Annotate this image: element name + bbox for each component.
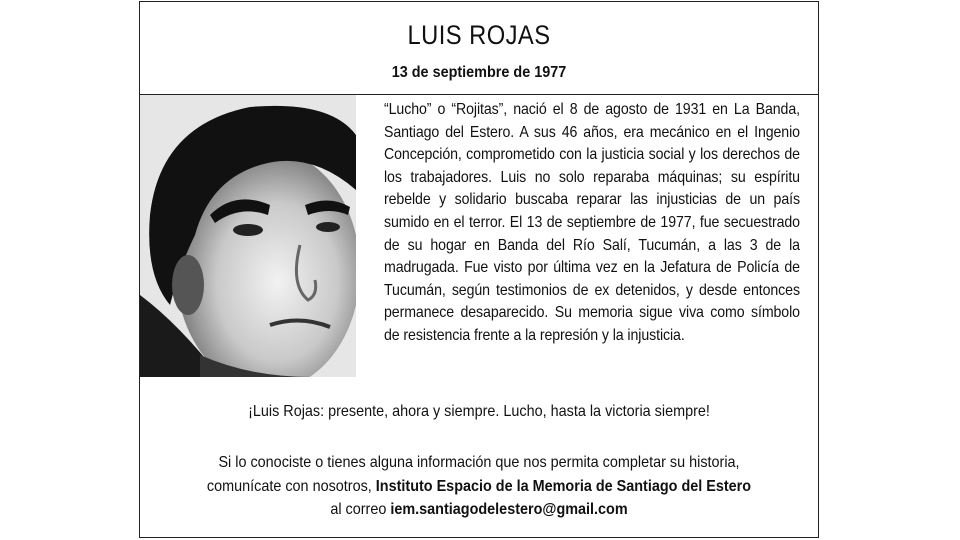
homage-line: ¡Luis Rojas: presente, ahora y siempre. Lucho, hasta la victoria siempre!: [248, 403, 710, 420]
portrait-photo: [140, 95, 356, 377]
memorial-card: [139, 1, 819, 538]
disappearance-date: 13 de septiembre de 1977: [391, 64, 567, 81]
contact-block: [174, 451, 784, 522]
person-name: LUIS ROJAS: [407, 20, 551, 50]
contact-line-2-prefix: comunícate con nosotros,: [206, 477, 376, 495]
portrait-photo-icon: [140, 95, 356, 377]
contact-line-3-prefix: al correo: [330, 501, 391, 518]
card-header: [140, 2, 818, 95]
biography-text: “Lucho” o “Rojitas”, nació el 8 de agosto de 1931 en La Banda, Santiago del Estero. A sus 46 años, era mecánico en el Ingenio Concepción, comprometido con la justicia social y los derechos de los trabajadores. Luis no solo reparaba máquinas; su espíritu rebelde y solidario buscaba reparar las injusticias de un país sumido en el terror. El 13 de septiembre de 1977, fue secuestrado de su hogar en Banda del Río Salí, Tucumán, a las 3 de la madrugada. Fue visto por última vez en la Jefatura de Policía de Tucumán, según testimonios de ex detenidos, y desde entonces permanece desaparecido. Su memoria sigue viva como símbolo de resistencia frente a la represión y la injusticia.: [384, 101, 800, 344]
contact-line-2: [174, 475, 784, 499]
institution-name: Instituto Espacio de la Memoria de Santiago del Estero: [375, 477, 752, 495]
contact-email: iem.santiagodelestero@gmail.com: [390, 501, 628, 518]
contact-line-1: Si lo conociste o tienes alguna información que nos permita completar su historia,: [218, 454, 740, 471]
contact-line-3: [174, 498, 784, 522]
